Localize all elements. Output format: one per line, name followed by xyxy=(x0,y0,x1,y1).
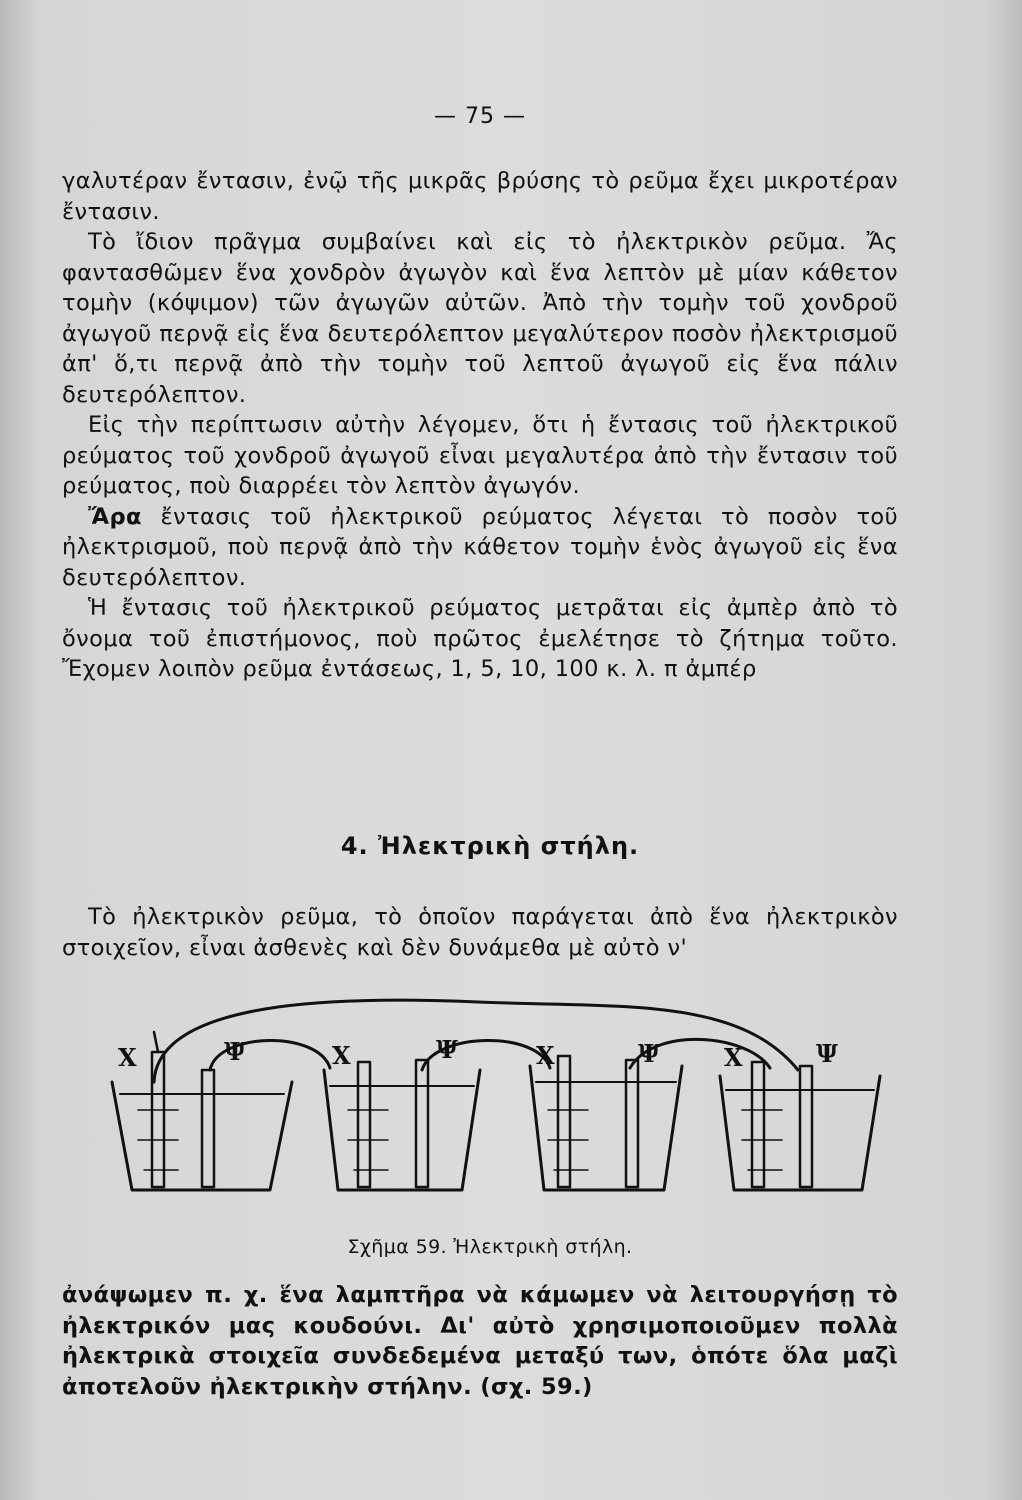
body-text-bottom xyxy=(62,1280,898,1402)
paragraph-5: Τὸ ἠλεκτρικὸν ρεῦμα, τὸ ὁποῖον παράγεται ἀπὸ ἕνα ἠλεκτρικὸν στοιχεῖον, εἶναι ἀσθενὲς καὶ δὲν δυνάμεθα μὲ αὐτὸ ν' xyxy=(62,904,898,961)
label-x-2: Χ xyxy=(332,1041,351,1070)
paragraph-2: Εἰς τὴν περίπτωσιν αὐτὴν λέγομεν, ὅτι ἡ ἔντασις τοῦ ἠλεκτρικοῦ ρεύματος τοῦ χονδροῦ ἀγωγοῦ εἶναι μεγαλυτέρα ἀπὸ τὴν ἔντασιν τοῦ ρεύματος, ποὺ διαρρέει τὸν λεπτὸν ἀγωγόν. xyxy=(62,412,898,499)
cell-2 xyxy=(324,1060,480,1190)
page-number: — 75 — xyxy=(434,104,526,129)
paragraph-3-bold: Ἄρα xyxy=(88,503,142,530)
figure-caption: Σχῆμα 59. Ἠλεκτρικὴ στήλη. xyxy=(347,1236,633,1258)
paragraph-6: ἀνάψωμεν π. χ. ἕνα λαμπτῆρα νὰ κάμωμεν νὰ λειτουργήσῃ τὸ ἠλεκτρικόν μας κουδούνι. Δι' αὐτὸ χρησιμοποιοῦμεν πολλὰ ἠλεκτρικὰ στοιχεῖα συνδεδεμένα μεταξύ των, ὁπότε ὅλα μαζὶ ἀποτελοῦν ἠλεκτρικὴν στήλην. (σχ. 59.) xyxy=(62,1282,898,1400)
label-x-4: Χ xyxy=(724,1043,743,1072)
battery-diagram xyxy=(98,990,888,1230)
paragraph-1: Τὸ ἴδιον πρᾶγμα συμβαίνει καὶ εἰς τὸ ἠλεκτρικὸν ρεῦμα. Ἄς φαντασθῶμεν ἕνα χονδρὸν ἀγωγὸν καὶ ἕνα λεπτὸν μὲ μίαν κάθετον τομὴν (κόψιμον) τῶν ἀγωγῶν αὐτῶν. Ἀπὸ τὴν τομὴν τοῦ χονδροῦ ἀγωγοῦ περνᾷ εἰς ἕνα δευτερόλεπτον μεγαλύτερον ποσὸν ἠλεκτρισμοῦ ἀπ' ὅ,τι περνᾷ ἀπὸ τὴν τομὴν τοῦ λεπτοῦ ἀγωγοῦ εἰς ἕνα πάλιν δευτερόλεπτον. xyxy=(62,229,898,408)
cell-4 xyxy=(720,1062,880,1190)
label-psi-2: Ψ xyxy=(436,1035,458,1064)
section-heading: 4. Ἠλεκτρικὴ στήλη. xyxy=(340,832,640,860)
body-text-middle xyxy=(62,902,898,963)
label-x-1: Χ xyxy=(118,1043,137,1072)
body-text-top xyxy=(62,166,898,685)
paragraph-3 xyxy=(62,502,898,594)
cell-3 xyxy=(530,1056,682,1190)
label-psi-4: Ψ xyxy=(816,1039,838,1068)
figure-electric-pile xyxy=(98,990,888,1230)
label-psi-1: Ψ xyxy=(224,1037,246,1066)
paragraph-4: Ἡ ἔντασις τοῦ ἠλεκτρικοῦ ρεύματος μετρᾶται εἰς ἀμπὲρ ἀπὸ τὸ ὄνομα τοῦ ἐπιστήμονος, ποὺ πρῶτος ἐμελέτησε τὸ ζήτημα τοῦτο. Ἔχομεν λοιπὸν ρεῦμα ἐντάσεως, 1, 5, 10, 100 κ. λ. π ἀμπέρ xyxy=(62,595,898,682)
cell-1 xyxy=(112,1032,292,1190)
paragraph-3-rest: ἔντασις τοῦ ἠλεκτρικοῦ ρεύματος λέγεται τὸ ποσὸν τοῦ ἠλεκτρισμοῦ, ποὺ περνᾷ ἀπὸ τὴν κάθετον τομὴν ἑνὸς ἀγωγοῦ εἰς ἕνα δευτερόλεπτον. xyxy=(62,503,898,591)
label-psi-3: Ψ xyxy=(638,1039,660,1068)
paragraph-intro: γαλυτέραν ἔντασιν, ἐνῷ τῆς μικρᾶς βρύσης τὸ ρεῦμα ἔχει μικροτέραν ἔντασιν. xyxy=(62,168,898,225)
label-x-3: Χ xyxy=(536,1041,555,1070)
